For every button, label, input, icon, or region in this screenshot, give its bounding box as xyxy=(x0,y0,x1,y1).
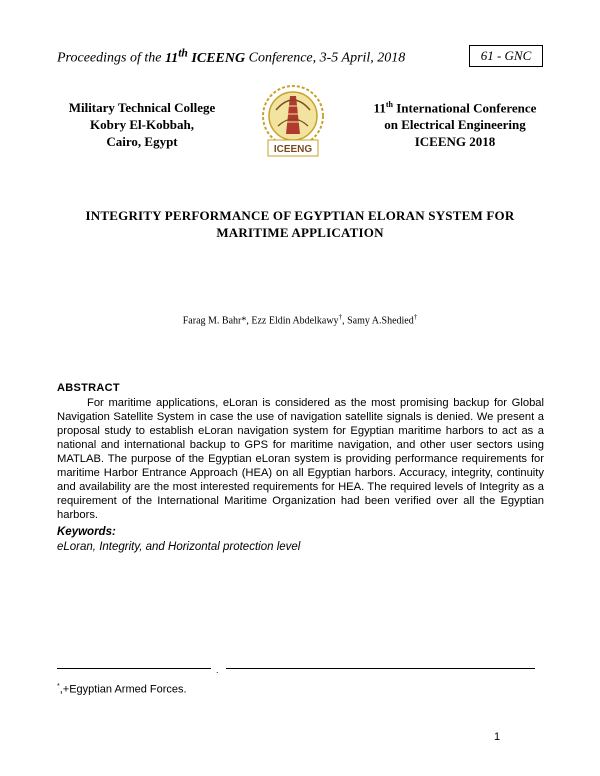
affiliation-left-line1: Military Technical College xyxy=(68,100,216,115)
logo-text: ICEENG xyxy=(273,144,313,155)
keywords-text: eLoran, Integrity, and Horizontal protection level xyxy=(57,541,301,553)
abstract-text: For maritime applications, eLoran is considered as the most promising backup for Global Navigation Satellite System in case the use of navigation satellite signals is denied. We present a proposal study to establish eLoran navigation system for Egyptian maritime harbors to act as a national and international backup to GPS for maritime navigation, and other user sectors using MATLAB. The purpose of the Egyptian eLoran system is providing performance requirements for maritime Harbor Entrance Approach (HEA) on all Egyptian harbors. Accuracy, integrity, continuity and availability are the most interested requirements for HEA. The required levels of Integrity as a requirement of the International Maritime Organization had been verified over all the Egyptian harbors. xyxy=(57,397,544,521)
footnote xyxy=(57,683,187,696)
abstract-heading: ABSTRACT xyxy=(57,382,120,394)
keywords-heading-label: Keywords xyxy=(57,526,112,538)
paper-title xyxy=(40,207,560,241)
footnote-rule-left xyxy=(57,668,211,669)
conference-short: ICEENG xyxy=(191,50,246,66)
author-2-mark: † xyxy=(338,313,343,321)
iceeng-logo xyxy=(256,82,330,162)
affiliation-right-num: 11 xyxy=(373,100,386,116)
proceedings-prefix: Proceedings of the xyxy=(57,50,162,66)
keywords-heading: Keywords: xyxy=(57,526,116,538)
page-number: 1 xyxy=(494,731,501,743)
author-2: Ezz Eldin Abdelkawy xyxy=(251,315,339,327)
author-1: Farag M. Bahr* xyxy=(182,315,247,327)
affiliation-left-line2: Kobry El-Kobbah, xyxy=(89,117,195,132)
affiliation-right-line3: ICEENG 2018 xyxy=(414,134,496,150)
edition-sup: th xyxy=(178,46,188,59)
author-3: Samy A.Shedied xyxy=(347,315,414,327)
edition-number: 11 xyxy=(164,50,179,66)
author-list: Farag M. Bahr*, Ezz Eldin Abdelkawy†, Samy A.Shedied† xyxy=(182,313,418,327)
footnote-rule-right xyxy=(226,668,535,669)
abstract-body xyxy=(57,396,544,522)
affiliation-left xyxy=(58,99,226,150)
paper-title-line2: MARITIME APPLICATION xyxy=(216,225,384,240)
paper-title-line1: INTEGRITY PERFORMANCE OF EGYPTIAN ELORAN SYSTEM FOR xyxy=(85,208,515,223)
conference-suffix: Conference, 3-5 April, 2018 xyxy=(248,50,406,66)
footnote-rule-dot: . xyxy=(216,665,219,675)
footnote-text: ,+Egyptian Armed Forces. xyxy=(59,683,187,696)
affiliation-right-sup: th xyxy=(385,100,393,109)
affiliation-left-line3: Cairo, Egypt xyxy=(106,134,178,149)
paper-code: 61 - GNC xyxy=(469,45,543,67)
footnote-mark: * xyxy=(57,683,60,690)
affiliation-right-line1 xyxy=(355,96,555,116)
affiliation-right-line1-rest: International Conference xyxy=(396,100,537,116)
affiliation-right xyxy=(355,96,555,150)
affiliation-right-line2: on Electrical Engineering xyxy=(384,117,526,133)
running-header xyxy=(57,46,405,67)
author-3-mark: † xyxy=(413,313,418,321)
